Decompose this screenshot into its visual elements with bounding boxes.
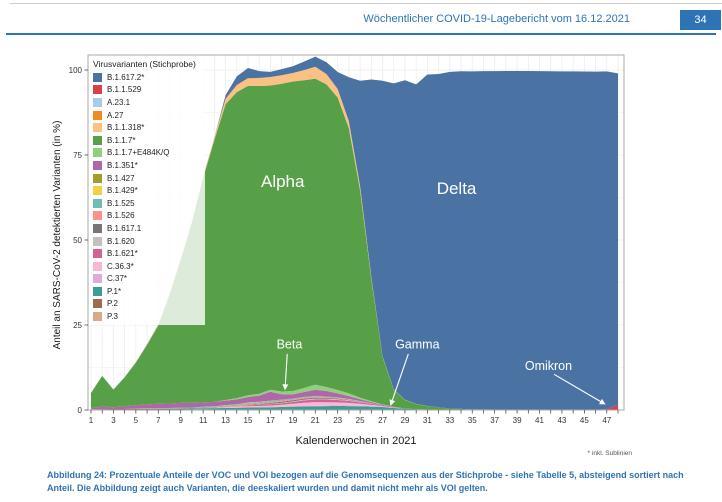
legend-label: C.36.3* <box>107 261 134 271</box>
annotation-omikron: Omikron <box>524 358 573 373</box>
legend-swatch-B.1.525 <box>93 199 102 208</box>
x-tick-label: 7 <box>156 416 161 425</box>
legend-label: P.3 <box>107 312 118 322</box>
legend-label: P.1* <box>107 286 122 296</box>
legend-swatch-B.1.617.1 <box>93 224 102 233</box>
legend-swatch-B.1.1.7+E484K/Q <box>93 148 102 157</box>
legend-item <box>93 172 201 185</box>
legend-label: P.2 <box>107 299 118 309</box>
legend-swatch-B.1.621* <box>93 249 102 258</box>
legend-label: B.1.351* <box>107 160 138 170</box>
x-tick-label: 43 <box>557 416 567 425</box>
x-tick-label: 27 <box>378 416 387 425</box>
x-tick-label: 15 <box>243 416 253 425</box>
legend-swatch-B.1.429* <box>93 186 102 195</box>
y-tick-label: 100 <box>68 66 82 75</box>
legend-swatch-B.1.427 <box>93 174 102 183</box>
legend-swatch-B.1.620 <box>93 237 102 246</box>
legend-swatch-C.37* <box>93 274 102 283</box>
x-tick-label: 17 <box>265 416 275 425</box>
legend-swatch-B.1.1.7* <box>93 136 102 145</box>
report-header-title: Wöchentlicher COVID-19-Lagebericht vom 16.12.2021 <box>363 13 630 25</box>
legend-item <box>93 84 201 97</box>
legend-item <box>93 210 201 223</box>
x-tick-label: 9 <box>178 416 183 425</box>
annotation-alpha: Alpha <box>260 172 305 192</box>
figure-caption: Abbildung 24: Prozentuale Anteile der VOC und VOI bezogen auf die Genomsequenzen aus der Stichprobe - siehe Tabelle 5, absteigend sortiert nach Anteil. Die Abbildung zeigt auch Varianten, die deeskaliert wurden und damit nicht mehr als VOI gelten. <box>47 470 684 493</box>
chart-legend <box>89 56 205 325</box>
x-tick-label: 19 <box>288 416 298 425</box>
sublineages-footnote: * inkl. Sublinien <box>587 450 632 457</box>
x-tick-label: 3 <box>111 416 116 425</box>
legend-item <box>93 273 201 286</box>
x-tick-label: 1 <box>88 416 94 425</box>
legend-item <box>93 222 201 235</box>
annotation-gamma: Gamma <box>395 337 440 352</box>
header-rule <box>6 33 716 35</box>
annotation-beta: Beta <box>276 337 303 352</box>
x-axis-title: Kalenderwochen in 2021 <box>295 435 417 447</box>
legend-item <box>93 147 201 160</box>
legend-label: A.23.1 <box>107 97 131 107</box>
legend-item <box>93 71 201 84</box>
legend-item-list <box>93 71 201 323</box>
legend-label: B.1.526 <box>107 211 135 221</box>
legend-label: B.1.427 <box>107 173 135 183</box>
legend-swatch-P.2 <box>93 299 102 308</box>
legend-item <box>93 109 201 122</box>
legend-swatch-P.1* <box>93 287 102 296</box>
top-divider <box>10 3 722 4</box>
legend-swatch-B.1.1.529 <box>93 85 102 94</box>
y-tick-label: 50 <box>73 236 82 245</box>
legend-item <box>93 260 201 273</box>
legend-label: B.1.1.529 <box>107 85 142 95</box>
figure-area <box>40 45 640 465</box>
x-tick-label: 41 <box>535 416 544 425</box>
x-tick-label: 47 <box>602 416 612 425</box>
x-tick-label: 11 <box>198 416 208 425</box>
legend-label: B.1.621* <box>107 249 138 259</box>
x-tick-label: 35 <box>467 416 477 425</box>
legend-item <box>93 298 201 311</box>
x-tick-label: 33 <box>445 416 455 425</box>
legend-label: B.1.620 <box>107 236 135 246</box>
legend-swatch-B.1.1.318* <box>93 123 102 132</box>
legend-label: B.1.617.1 <box>107 223 142 233</box>
x-tick-label: 23 <box>333 416 343 425</box>
legend-swatch-A.27 <box>93 111 102 120</box>
legend-item <box>93 310 201 323</box>
legend-item <box>93 285 201 298</box>
legend-item <box>93 235 201 248</box>
y-axis-title: Anteil an SARS-CoV-2 detektierten Varianten (in %) <box>52 120 63 350</box>
y-tick-label: 0 <box>77 406 82 415</box>
legend-swatch-A.23.1 <box>93 98 102 107</box>
x-tick-label: 25 <box>355 416 365 425</box>
legend-item <box>93 159 201 172</box>
legend-item <box>93 247 201 260</box>
x-tick-label: 45 <box>579 416 589 425</box>
x-tick-label: 21 <box>310 416 320 425</box>
x-tick-label: 37 <box>490 416 500 425</box>
legend-item <box>93 134 201 147</box>
legend-label: B.1.1.7+E484K/Q <box>107 148 170 158</box>
legend-label: B.1.617.2* <box>107 72 145 82</box>
legend-title: Virusvarianten (Stichprobe) <box>93 59 196 69</box>
legend-label: B.1.1.318* <box>107 123 145 133</box>
x-tick-label: 39 <box>512 416 522 425</box>
x-tick-label: 31 <box>422 416 432 425</box>
x-tick-label: 5 <box>133 416 139 425</box>
legend-label: B.1.1.7* <box>107 135 136 145</box>
legend-item <box>93 184 201 197</box>
legend-item <box>93 96 201 109</box>
legend-label: A.27 <box>107 110 124 120</box>
x-tick-label: 13 <box>221 416 231 425</box>
legend-label: B.1.525 <box>107 198 135 208</box>
legend-item <box>93 197 201 210</box>
legend-swatch-B.1.617.2* <box>93 73 102 82</box>
legend-swatch-C.36.3* <box>93 262 102 271</box>
legend-swatch-B.1.351* <box>93 161 102 170</box>
legend-label: C.37* <box>107 274 128 284</box>
legend-swatch-B.1.526 <box>93 211 102 220</box>
page-number-badge: 34 <box>680 10 721 30</box>
x-tick-label: 29 <box>400 416 410 425</box>
y-tick-label: 25 <box>73 321 82 330</box>
annotation-delta: Delta <box>436 179 477 198</box>
y-tick-label: 75 <box>73 151 82 160</box>
legend-swatch-P.3 <box>93 312 102 321</box>
legend-label: B.1.429* <box>107 186 138 196</box>
legend-item <box>93 121 201 134</box>
